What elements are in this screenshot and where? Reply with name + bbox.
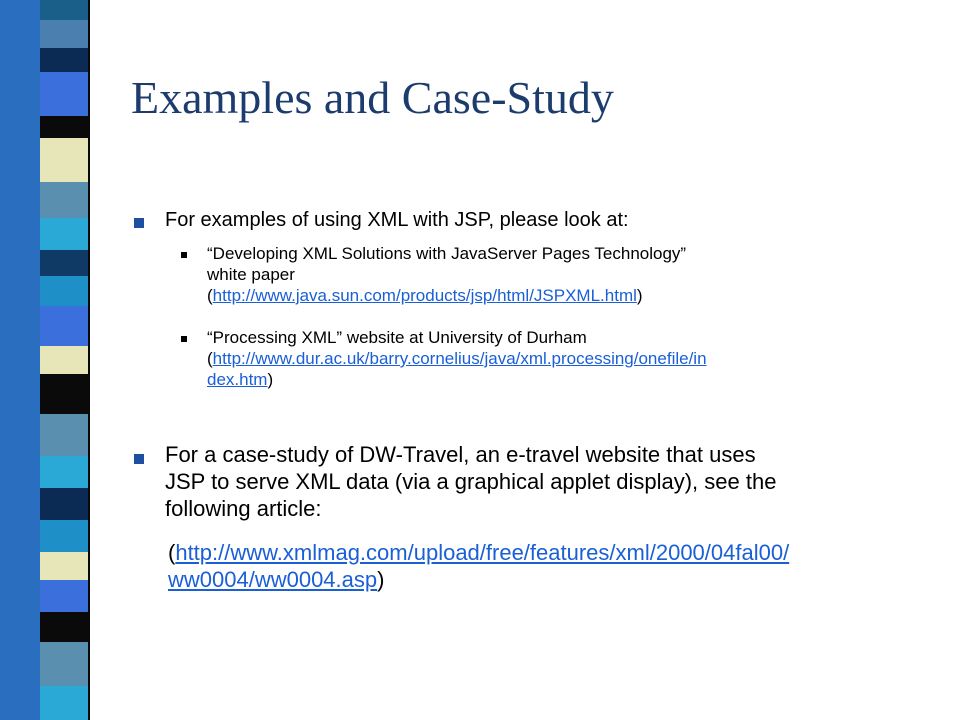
- sub-bullet-marker: [181, 252, 187, 258]
- paren-close: ): [636, 286, 643, 305]
- stripe-left-band: [0, 0, 40, 720]
- sub-2-line-1: “Processing XML” website at University of Durham: [207, 328, 587, 347]
- bullet-2-link-line-2: [168, 567, 384, 593]
- bullet-1-text: For examples of using XML with JSP, please look at:: [165, 209, 629, 231]
- sub-2-link-line-2: [207, 369, 273, 390]
- decorative-color-stripe: [0, 0, 110, 720]
- paren-open: (: [207, 349, 213, 368]
- bullet-2-line-1: For a case-study of DW-Travel, an e-travel website that uses: [165, 442, 756, 467]
- xmlmag-link-continued[interactable]: ww0004/ww0004.asp: [168, 567, 378, 592]
- durham-link-continued[interactable]: dex.htm: [207, 370, 268, 389]
- sub-1-link-line: [207, 285, 643, 306]
- bullet-2-line-3: following article:: [165, 496, 322, 521]
- xmlmag-link[interactable]: http://www.xmlmag.com/upload/free/features/xml/2000/04fal00/: [175, 540, 790, 565]
- sub-2-link-line-1: [207, 348, 707, 369]
- sub-1-line-2: white paper: [207, 265, 295, 284]
- durham-link[interactable]: http://www.dur.ac.uk/barry.cornelius/java/xml.processing/onefile/in: [212, 349, 707, 368]
- paren-open: (: [168, 540, 176, 565]
- paren-open: (: [207, 286, 213, 305]
- bullet-marker: [134, 218, 144, 228]
- paren-close: ): [267, 370, 274, 389]
- sub-bullet-marker: [181, 336, 187, 342]
- sub-1-line-1: “Developing XML Solutions with JavaServer Pages Technology”: [207, 244, 687, 263]
- bullet-2-link-line-1: [168, 540, 789, 566]
- jspxml-link[interactable]: http://www.java.sun.com/products/jsp/html/JSPXML.html: [212, 286, 637, 305]
- paren-close: ): [377, 567, 385, 592]
- bullet-2-line-2: JSP to serve XML data (via a graphical applet display), see the: [165, 469, 777, 494]
- bullet-marker: [134, 454, 144, 464]
- slide-title: Examples and Case-Study: [131, 72, 614, 123]
